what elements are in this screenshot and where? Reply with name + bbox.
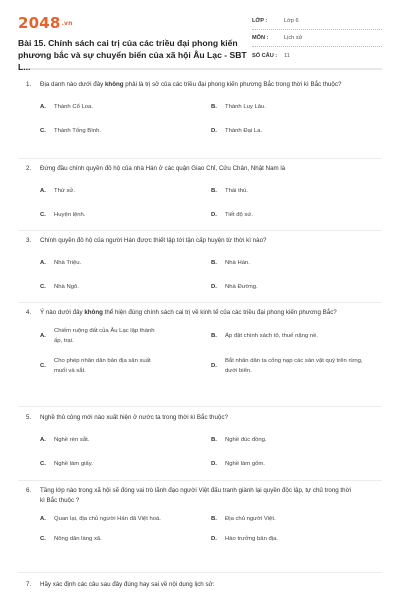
option-letter: A. bbox=[40, 333, 46, 339]
question-separator bbox=[18, 572, 382, 573]
option-text: Nghề rèn sắt. bbox=[54, 437, 90, 443]
question-text: Hãy xác định các câu sau đây đúng hay sai về nội dung lịch sử: bbox=[40, 581, 215, 588]
question-separator bbox=[18, 302, 382, 303]
question-stem bbox=[18, 580, 382, 590]
option-c[interactable] bbox=[40, 459, 211, 469]
option-a[interactable] bbox=[40, 435, 211, 445]
option-letter: A. bbox=[40, 188, 46, 194]
option-letter: B. bbox=[211, 104, 217, 110]
option-row bbox=[18, 435, 382, 445]
option-d[interactable] bbox=[211, 459, 382, 469]
option-text: Cho phép nhân dân bản địa sản xuất muối và sắt. bbox=[54, 358, 151, 374]
option-text: Thứ sử. bbox=[54, 188, 75, 194]
question-text: Tầng lớp nào trong xã hội sẽ đóng vai trò lãnh đạo người Việt đấu tranh giành lại quyền độc lập, tự chủ trong thời kì Bắc thuộc ? bbox=[40, 487, 352, 504]
question-text bbox=[40, 80, 382, 90]
option-letter: C. bbox=[40, 363, 46, 369]
option-letter: C. bbox=[40, 284, 46, 290]
question-1 bbox=[0, 80, 400, 136]
option-letter: D. bbox=[211, 212, 217, 218]
option-a[interactable] bbox=[40, 514, 211, 524]
question-text-pre: Ý nào dưới đây bbox=[40, 309, 85, 316]
option-text: Nhà Triệu. bbox=[54, 260, 82, 266]
option-letter: A. bbox=[40, 437, 46, 443]
option-row bbox=[18, 326, 382, 346]
option-letter: D. bbox=[211, 128, 217, 134]
option-d[interactable] bbox=[211, 210, 382, 220]
option-text: Địa chủ người Việt. bbox=[225, 516, 276, 522]
question-2 bbox=[0, 164, 400, 220]
meta-value: Lịch sử bbox=[284, 35, 303, 41]
question-number: 7. bbox=[26, 581, 32, 588]
option-text: Thái thú. bbox=[225, 188, 248, 194]
meta-row-count bbox=[252, 47, 382, 64]
option-row bbox=[18, 102, 382, 112]
option-text: Thành Đại La. bbox=[225, 128, 263, 134]
option-a[interactable] bbox=[40, 102, 211, 112]
question-separator bbox=[18, 406, 382, 407]
option-text: Thành Cổ Loa. bbox=[54, 104, 93, 110]
option-c[interactable] bbox=[40, 282, 211, 292]
question-text bbox=[40, 308, 382, 318]
question-stem bbox=[18, 236, 382, 246]
option-text: Thành Tống Bình. bbox=[54, 128, 102, 134]
option-b[interactable] bbox=[211, 435, 382, 445]
option-letter: C. bbox=[40, 461, 46, 467]
option-a[interactable] bbox=[40, 326, 211, 346]
question-6 bbox=[0, 486, 400, 544]
option-letter: D. bbox=[211, 284, 217, 290]
option-letter: A. bbox=[40, 516, 46, 522]
option-row bbox=[18, 126, 382, 136]
option-letter: D. bbox=[211, 461, 217, 467]
option-a[interactable] bbox=[40, 186, 211, 196]
option-text: Nhà Ngô. bbox=[54, 284, 79, 290]
option-text: Huyện lệnh. bbox=[54, 212, 86, 218]
option-text: Nhà Hán. bbox=[225, 260, 250, 266]
option-row bbox=[18, 210, 382, 220]
option-row bbox=[18, 459, 382, 469]
option-b[interactable] bbox=[211, 514, 382, 524]
question-4 bbox=[0, 308, 400, 376]
option-c[interactable] bbox=[40, 210, 211, 220]
option-letter: C. bbox=[40, 128, 46, 134]
option-d[interactable] bbox=[211, 126, 382, 136]
question-number: 6. bbox=[26, 487, 32, 494]
question-text-post: phải là trị sở của các triều đại phong kiến phương Bắc trong thời kì Bắc thuộc? bbox=[123, 81, 342, 88]
option-c[interactable] bbox=[40, 126, 211, 136]
option-letter: A. bbox=[40, 260, 46, 266]
option-text: Nghề làm giấy. bbox=[54, 461, 93, 467]
option-c[interactable] bbox=[40, 534, 211, 544]
lesson-title: Bài 15. Chính sách cai trị của các triều đại phong kiến phương bắc và sự chuyển biến của xã hội Âu Lạc - SBT L... bbox=[18, 38, 247, 72]
question-7 bbox=[0, 580, 400, 590]
meta-value: Lớp 6 bbox=[284, 18, 299, 24]
question-text: Đứng đầu chính quyền đô hộ của nhà Hán ở các quận Giao Chỉ, Cửu Chân, Nhật Nam là bbox=[40, 165, 286, 172]
question-number: 1. bbox=[26, 81, 32, 88]
meta-value: 11 bbox=[284, 52, 290, 59]
logo-main: 2048 bbox=[18, 14, 61, 32]
question-number: 3. bbox=[26, 237, 32, 244]
meta-label: SỐ CÂU : bbox=[252, 52, 278, 59]
option-row bbox=[18, 514, 382, 524]
option-letter: A. bbox=[40, 104, 46, 110]
option-text: Nhà Đường. bbox=[225, 284, 258, 290]
meta-row-class bbox=[252, 13, 382, 30]
option-text: Áp đặt chính sách tô, thuế nặng nề. bbox=[225, 333, 319, 339]
question-text-emphasis: không bbox=[84, 309, 103, 316]
option-b[interactable] bbox=[211, 102, 382, 112]
question-stem bbox=[18, 308, 382, 318]
option-letter: B. bbox=[211, 516, 217, 522]
question-separator bbox=[18, 230, 382, 231]
question-stem bbox=[18, 164, 382, 174]
question-text: Nghề thủ công mới nào xuất hiện ở nước ta trong thời kì Bắc thuộc? bbox=[40, 414, 228, 421]
question-text-emphasis: không bbox=[104, 81, 124, 88]
option-letter: C. bbox=[40, 212, 46, 218]
option-letter: B. bbox=[211, 437, 217, 443]
option-text: Quan lại, địa chủ người Hán đã Việt hoá. bbox=[54, 516, 161, 522]
option-text: Tiết độ sứ. bbox=[225, 212, 253, 218]
option-text: Hào trưởng bản địa. bbox=[225, 536, 278, 542]
meta-label: MÔN : bbox=[252, 35, 269, 41]
option-b[interactable] bbox=[211, 258, 382, 268]
question-text-pre: Địa danh nào dưới đây bbox=[40, 81, 105, 88]
page-header bbox=[0, 0, 400, 72]
option-text: Thành Luy Lâu. bbox=[225, 104, 266, 110]
option-letter: B. bbox=[211, 333, 217, 339]
option-b[interactable] bbox=[211, 326, 382, 346]
question-text: Chính quyền đô hộ của người Hán được thiết lập tới tận cấp huyện từ thời kì nào? bbox=[40, 237, 267, 244]
question-5 bbox=[0, 413, 400, 469]
option-text: Nghề làm gốm. bbox=[225, 461, 265, 467]
question-stem bbox=[18, 486, 382, 506]
option-c[interactable] bbox=[40, 356, 211, 376]
question-text-post: thể hiện đúng chính sách cai trị về kinh tế của các triều đại phong kiến phương Bắc? bbox=[102, 309, 337, 316]
option-letter: D. bbox=[211, 363, 217, 369]
option-d[interactable] bbox=[211, 282, 382, 292]
option-text: Nông dân làng xã. bbox=[54, 536, 102, 542]
question-number: 2. bbox=[26, 165, 32, 172]
option-text: Chiếm ruộng đất của Âu Lạc lập thành ấp, trại. bbox=[54, 328, 155, 344]
option-text: Bắt nhân dân ta cống nạp các sản vật quý trên rừng, dưới biển. bbox=[225, 358, 363, 374]
option-d[interactable] bbox=[211, 534, 382, 544]
option-a[interactable] bbox=[40, 258, 211, 268]
option-row bbox=[18, 534, 382, 544]
option-letter: C. bbox=[40, 536, 46, 542]
question-3 bbox=[0, 236, 400, 292]
meta-label: LỚP : bbox=[252, 18, 268, 24]
option-text: Nghề đúc đồng. bbox=[225, 437, 267, 443]
option-letter: D. bbox=[211, 536, 217, 542]
question-separator bbox=[18, 158, 382, 159]
question-stem bbox=[18, 413, 382, 423]
question-stem bbox=[18, 80, 382, 90]
option-letter: B. bbox=[211, 260, 217, 266]
option-row bbox=[18, 258, 382, 268]
question-number: 4. bbox=[26, 309, 32, 316]
option-letter: B. bbox=[211, 188, 217, 194]
option-d[interactable] bbox=[211, 356, 382, 376]
option-row bbox=[18, 282, 382, 292]
lesson-meta bbox=[252, 13, 382, 64]
option-row bbox=[18, 356, 382, 376]
question-separator bbox=[18, 480, 382, 481]
question-number: 5. bbox=[26, 414, 32, 421]
option-b[interactable] bbox=[211, 186, 382, 196]
logo-suffix: .vn bbox=[61, 20, 73, 27]
meta-row-subject bbox=[252, 30, 382, 47]
option-row bbox=[18, 186, 382, 196]
